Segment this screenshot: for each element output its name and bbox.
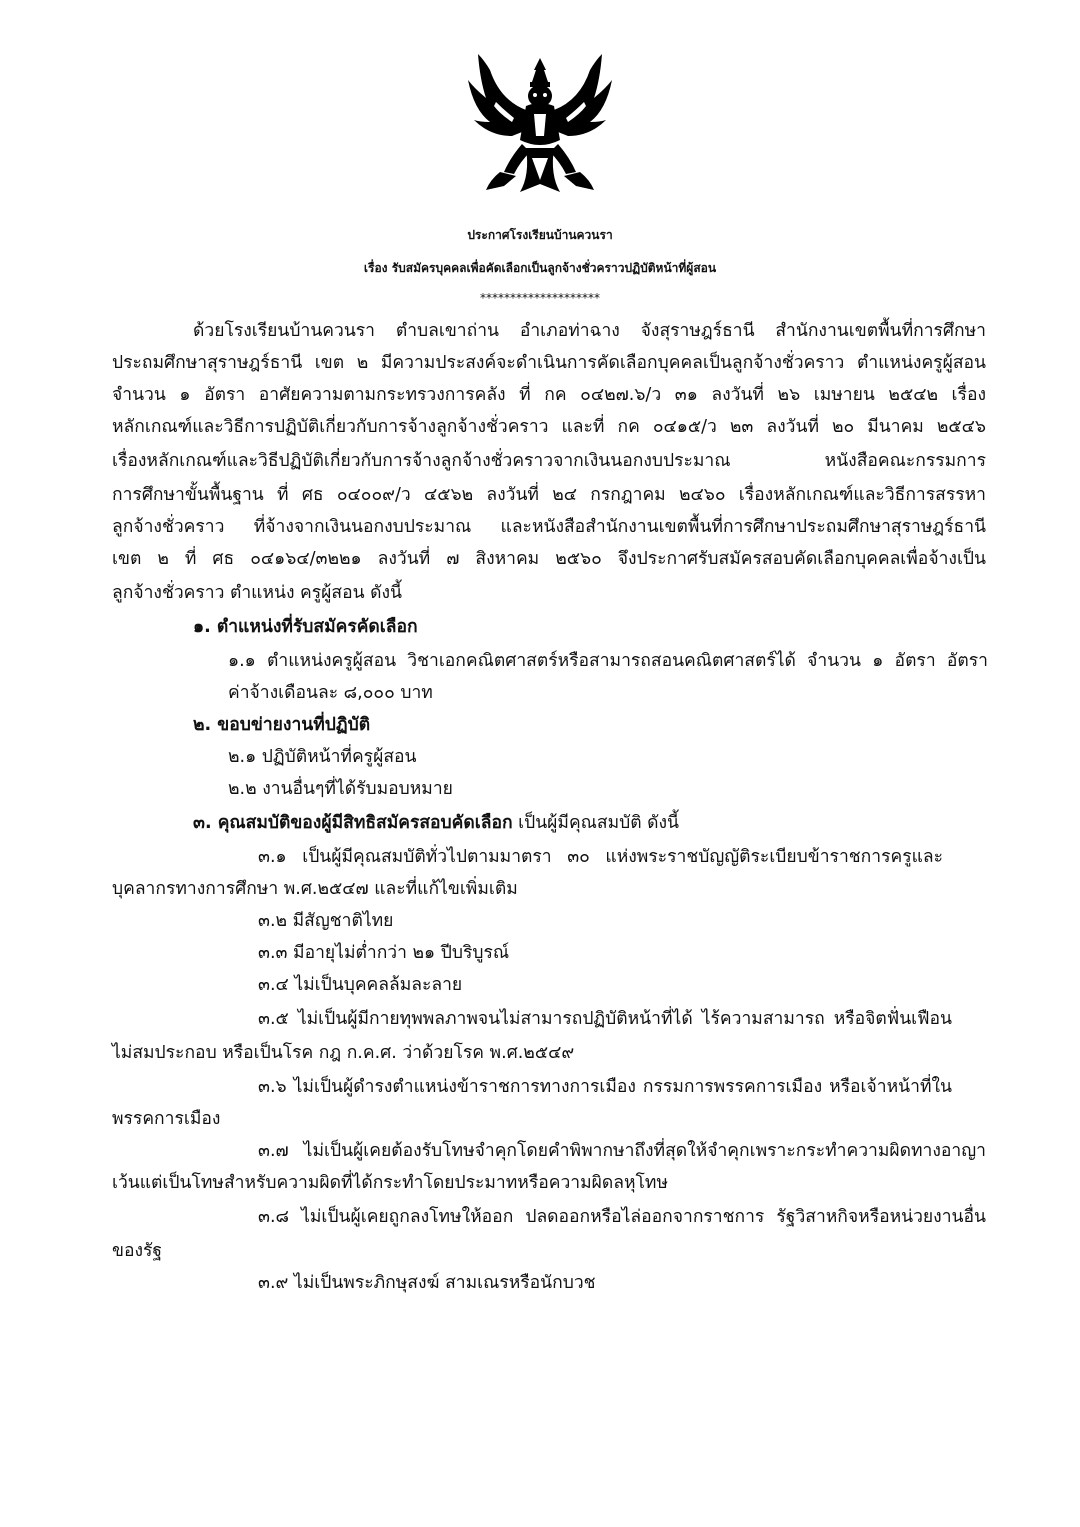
section-3-item: ๓.๕ ไม่เป็นผู้มีกายทุพพลภาพจนไม่สามารถปฏิบัติหน้าที่ได้ ไร้ความสามารถ หรือจิตฟั่นเฟือน [258, 1009, 952, 1029]
intro-line: เขต ๒ ที่ ศธ ๐๔๑๖๔/๓๒๒๑ ลงวันที่ ๗ สิงหาคม ๒๕๖๐ จึงประกาศรับสมัครสอบคัดเลือกบุคคลเพื่อจ้างเป็น [112, 549, 986, 569]
section-1-heading: ๑. ตำแหน่งที่รับสมัครคัดเลือก [193, 617, 418, 637]
intro-line: เรื่องหลักเกณฑ์และวิธีปฏิบัติเกี่ยวกับการจ้างลูกจ้างชั่วคราวจากเงินนอกงบประมาณ หนังสือคณะกรรมการ [112, 451, 986, 471]
announcement-subject: เรื่อง รับสมัครบุคคลเพื่อคัดเลือกเป็นลูกจ้างชั่วคราวปฏิบัติหน้าที่ผู้สอน [363, 261, 717, 275]
section-3-heading-rest: เป็นผู้มีคุณสมบัติ ดังนี้ [512, 813, 680, 833]
section-3-item: ๓.๓ มีอายุไม่ต่ำกว่า ๒๑ ปีบริบูรณ์ [258, 943, 510, 963]
section-3-item: ๓.๙ ไม่เป็นพระภิกษุสงฆ์ สามเณรหรือนักบวช [258, 1273, 596, 1293]
section-2-item: ๒.๒ งานอื่นๆที่ได้รับมอบหมาย [228, 779, 453, 799]
section-1-item: ค่าจ้างเดือนละ ๘,๐๐๐ บาท [228, 683, 433, 703]
section-3-item: เว้นแต่เป็นโทษสำหรับความผิดที่ได้กระทำโดยประมาทหรือความผิดลหุโทษ [112, 1173, 668, 1193]
section-3-item: ๓.๒ มีสัญชาติไทย [258, 911, 394, 931]
section-3-item: ไม่สมประกอบ หรือเป็นโรค กฎ ก.ค.ศ. ว่าด้วยโรค พ.ศ.๒๕๔๙ [112, 1043, 575, 1063]
intro-line: ลูกจ้างชั่วคราว ที่จ้างจากเงินนอกงบประมาณ และหนังสือสำนักงานเขตพื้นที่การศึกษาประถมศึกษาสุราษฎร์ธานี [112, 517, 986, 537]
intro-line: ด้วยโรงเรียนบ้านควนรา ตำบลเขาถ่าน อำเภอท่าฉาง จังสุราษฎร์ธานี สำนักงานเขตพื้นที่การศึกษา [193, 321, 986, 341]
announcement-title: ประกาศโรงเรียนบ้านควนรา [467, 228, 613, 242]
intro-line: ลูกจ้างชั่วคราว ตำแหน่ง ครูผู้สอน ดังนี้ [112, 583, 402, 603]
intro-line: ประถมศึกษาสุราษฎร์ธานี เขต ๒ มีความประสงค์จะดำเนินการคัดเลือกบุคคลเป็นลูกจ้างชั่วคราว ตำแหน่งครูผู้สอน [112, 353, 986, 373]
intro-line: จำนวน ๑ อัตรา อาศัยความตามกระทรวงการคลัง ที่ กค ๐๔๒๗.๖/ว ๓๑ ลงวันที่ ๒๖ เมษายน ๒๕๔๒ เรื่อง [112, 385, 986, 405]
garuda-emblem-icon [460, 40, 620, 205]
section-3-item: ๓.๑ เป็นผู้มีคุณสมบัติทั่วไปตามมาตรา ๓๐ แห่งพระราชบัญญัติระเบียบข้าราชการครูและ [258, 847, 943, 867]
section-1-item: ๑.๑ ตำแหน่งครูผู้สอน วิชาเอกคณิตศาสตร์หรือสามารถสอนคณิตศาสตร์ได้ จำนวน ๑ อัตรา อัตรา [228, 651, 988, 671]
intro-line: หลักเกณฑ์และวิธีการปฏิบัติเกี่ยวกับการจ้างลูกจ้างชั่วคราว และที่ กค ๐๔๑๕/ว ๒๓ ลงวันที่ ๒๐ มีนาคม ๒๕๔๖ [112, 417, 986, 437]
section-3-item: ๓.๘ ไม่เป็นผู้เคยถูกลงโทษให้ออก ปลดออกหรือไล่ออกจากราชการ รัฐวิสาหกิจหรือหน่วยงานอื่น [258, 1207, 986, 1227]
header-separator: ******************** [480, 291, 600, 305]
intro-line: การศึกษาขั้นพื้นฐาน ที่ ศธ ๐๔๐๐๙/ว ๔๕๖๒ ลงวันที่ ๒๔ กรกฎาคม ๒๔๖๐ เรื่องหลักเกณฑ์และวิธีการสรรหา [112, 485, 986, 505]
section-2-item: ๒.๑ ปฏิบัติหน้าที่ครูผู้สอน [228, 747, 417, 767]
section-3-item: พรรคการเมือง [112, 1109, 221, 1129]
section-3-item: บุคลากรทางการศึกษา พ.ศ.๒๕๔๗ และที่แก้ไขเพิ่มเติม [112, 879, 518, 899]
section-3-item: ๓.๖ ไม่เป็นผู้ดำรงตำแหน่งข้าราชการทางการเมือง กรรมการพรรคการเมือง หรือเจ้าหน้าที่ใน [258, 1077, 952, 1097]
section-3-heading-bold: ๓. คุณสมบัติของผู้มีสิทธิสมัครสอบคัดเลือก [193, 813, 513, 833]
section-2-heading: ๒. ขอบข่ายงานที่ปฏิบัติ [193, 715, 371, 735]
section-3-item: ของรัฐ [112, 1241, 163, 1261]
section-3-heading [193, 810, 679, 836]
section-3-item: ๓.๗ ไม่เป็นผู้เคยต้องรับโทษจำคุกโดยคำพิพากษาถึงที่สุดให้จำคุกเพราะกระทำความผิดทางอาญา [258, 1141, 986, 1161]
section-3-item: ๓.๔ ไม่เป็นบุคคลล้มละลาย [258, 975, 463, 995]
